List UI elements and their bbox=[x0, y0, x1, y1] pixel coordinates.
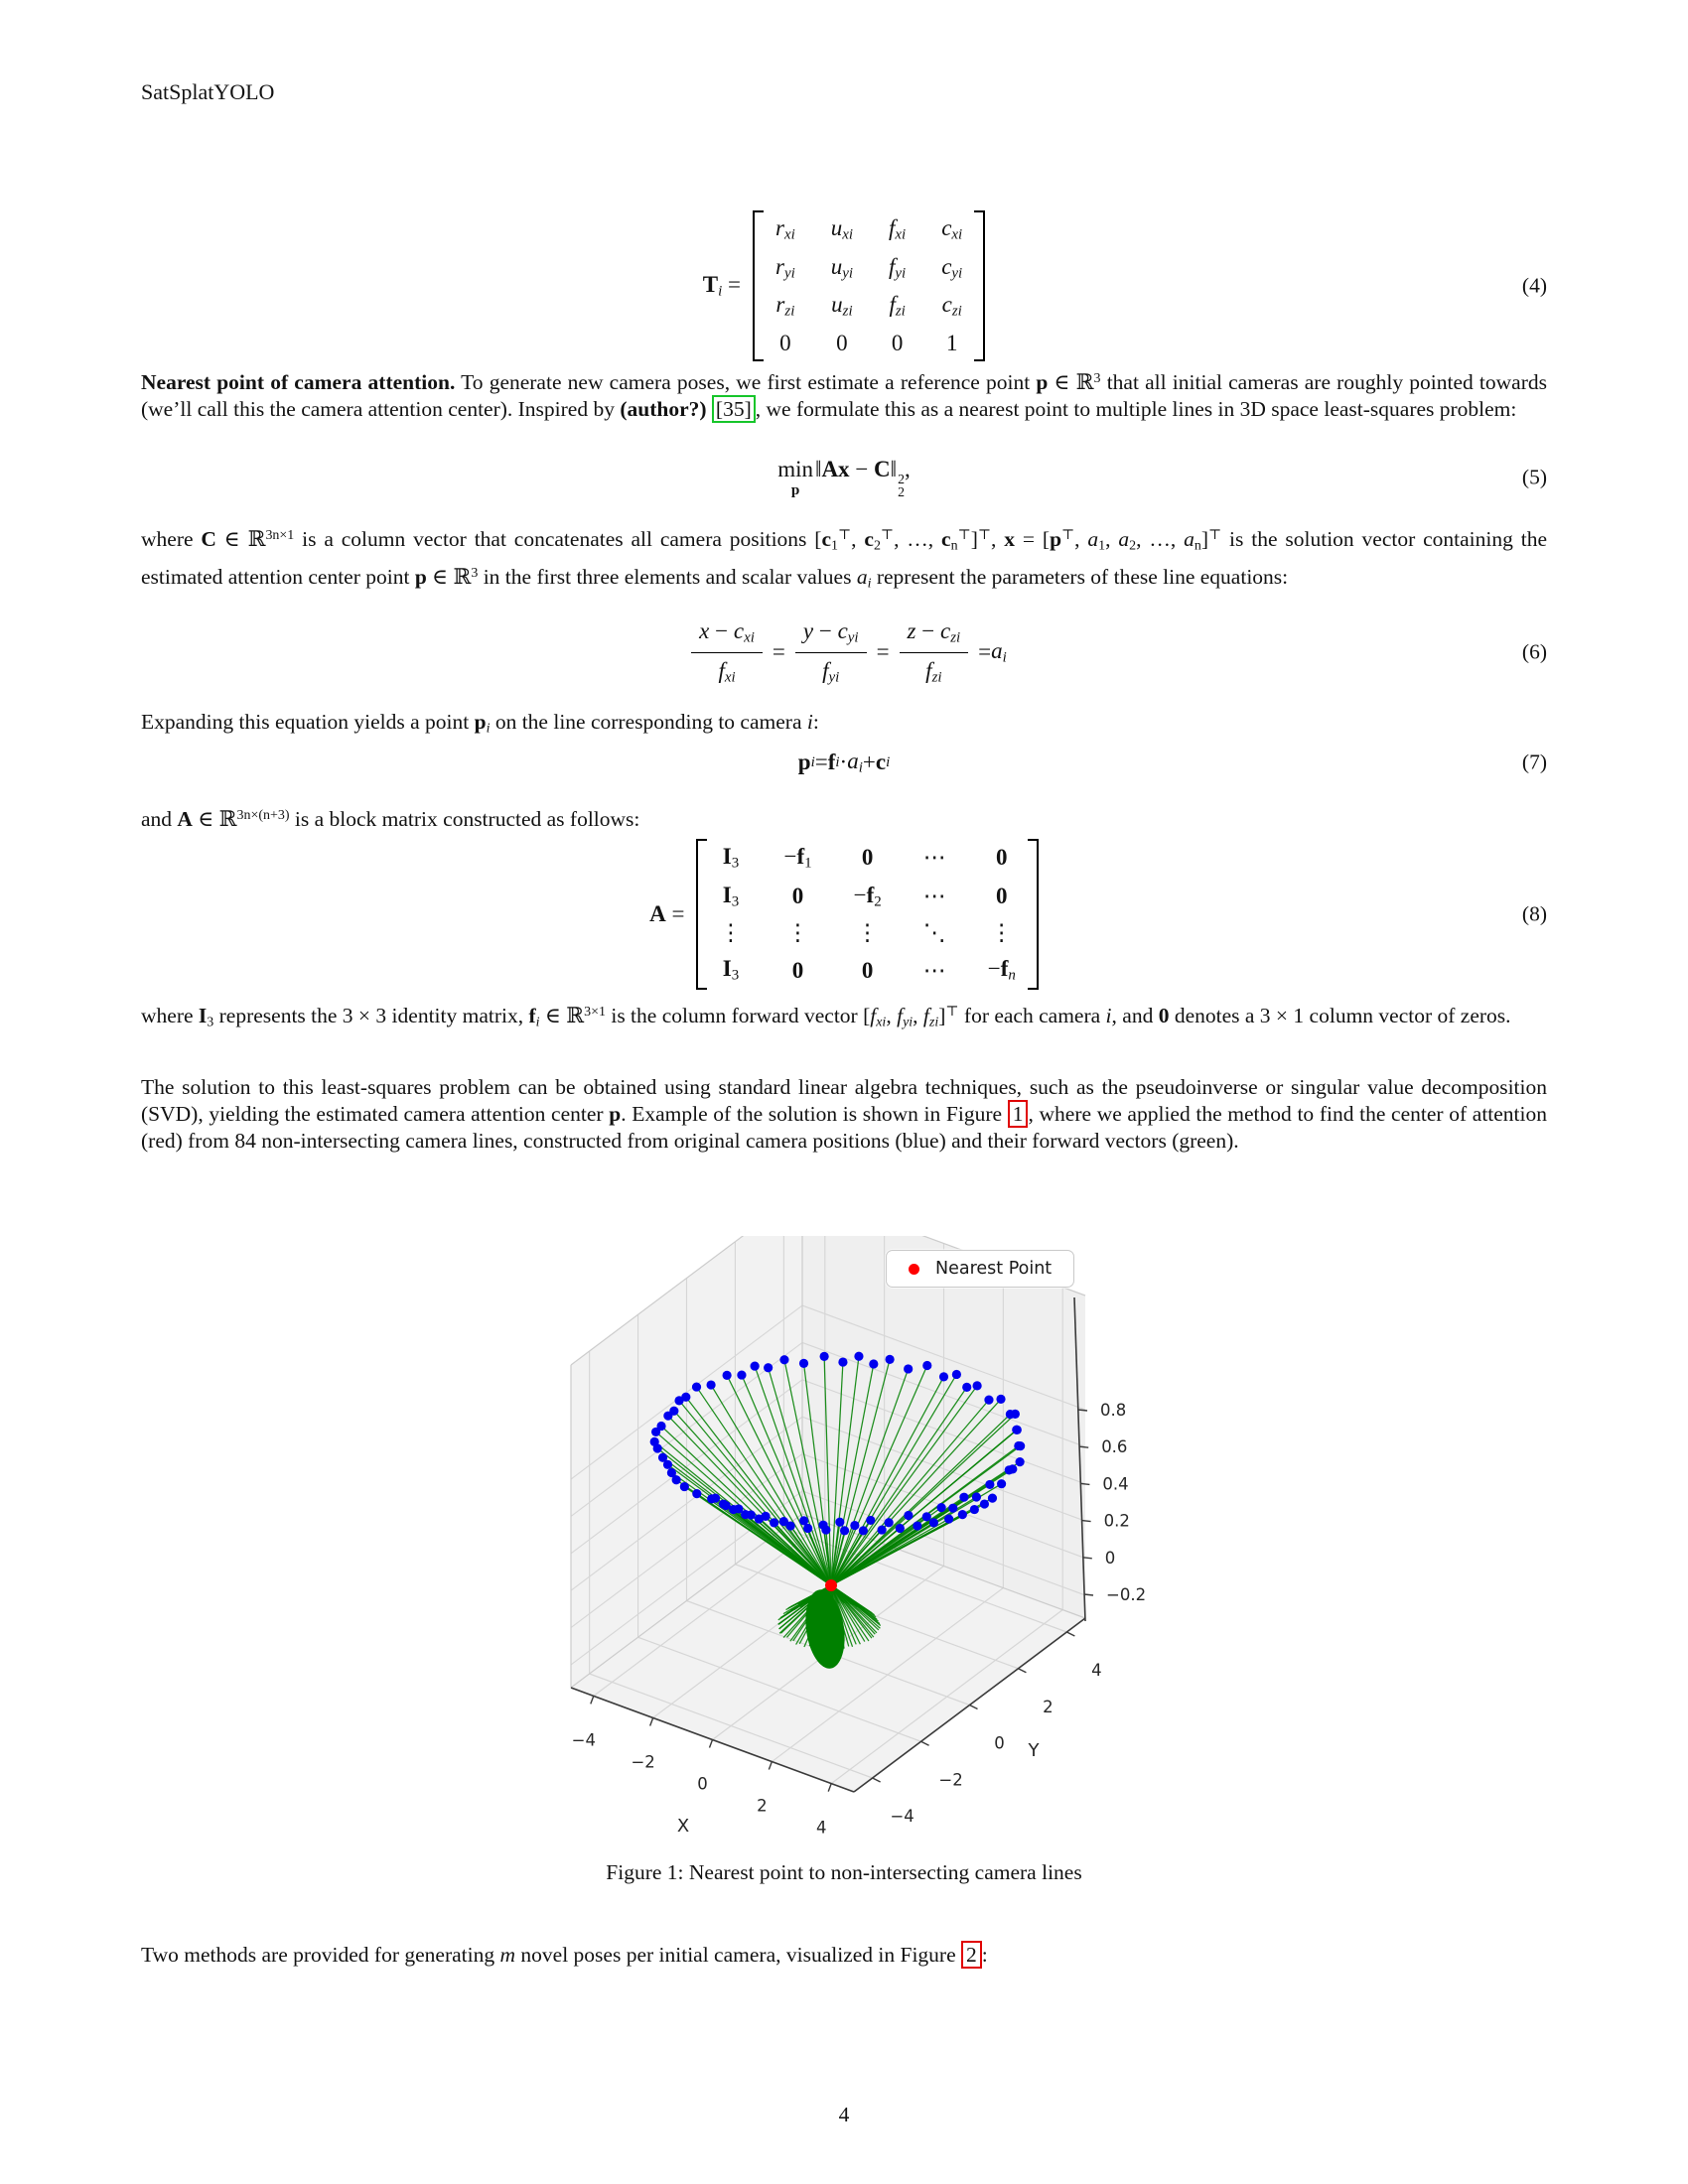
paragraph-block-matrix: and A ∈ ℝ$^{3n\times(n+3)}$ is a block matrix constructed as follows: bbox=[141, 806, 640, 831]
svg-text:0: 0 bbox=[994, 1733, 1005, 1753]
page-number: 4 bbox=[838, 2103, 850, 2126]
eq8-lhs: A = bbox=[649, 901, 685, 927]
svg-text:2: 2 bbox=[757, 1796, 768, 1816]
svg-text:0: 0 bbox=[697, 1774, 708, 1794]
equation-5 bbox=[141, 457, 1547, 498]
equation-6-content: $\frac{x - c_{xi}}{f_{xi}}$ = $\frac{y - c_{yi}}{f_{yi}}$ = $\frac{z - c_{zi}}{f_{zi}}$ = $a_i$ bbox=[681, 617, 1007, 687]
svg-text:−4: −4 bbox=[890, 1807, 914, 1826]
running-head: SatSplatYOLO bbox=[141, 79, 275, 104]
svg-text:−2: −2 bbox=[631, 1752, 655, 1772]
min-operator: min p bbox=[777, 457, 813, 498]
equation-7-content: p i = f i · $a_i$ + c i bbox=[797, 749, 891, 776]
figure-legend bbox=[886, 1250, 1074, 1288]
equation-7 bbox=[141, 749, 1547, 777]
equation-8-content bbox=[649, 839, 1039, 990]
svg-text:4: 4 bbox=[815, 1818, 827, 1838]
equation-4 bbox=[141, 210, 1547, 361]
paragraph-expanding: Expanding this equation yields a point $p_i$ on the line corresponding to camera i: bbox=[141, 710, 819, 737]
equation-8 bbox=[141, 839, 1547, 990]
svg-text:4: 4 bbox=[1091, 1661, 1102, 1680]
eq5-tag: (5) bbox=[1521, 465, 1547, 489]
svg-text:−2: −2 bbox=[938, 1770, 963, 1790]
eq4-lhs: $T_i$ = bbox=[702, 271, 742, 300]
figure-1-plot bbox=[516, 1236, 1211, 1856]
svg-text:0.6: 0.6 bbox=[1101, 1437, 1128, 1457]
paragraph-two-methods: Two methods are provided for generating m novel poses per initial camera, visualized in Figure 2 : bbox=[141, 1943, 988, 1967]
paragraph-where-C: where C ∈ ℝ$^{3n\times 1}$ is a column vector that concatenates all camera positions [$c_1^⊤$, $c_2^⊤$, …, $c_n^⊤]^⊤$, x = [p⊤, $a_1$, $a_2$, …, $a_n]^⊤$ is the solution vector containing the estimated attention center point p ∈ ℝ$^3$ in the first three elements and scalar values $a_i$ represent the parameters of these line equations: bbox=[141, 526, 1548, 592]
paragraph-nearest-point-intro: Nearest point of camera attention. To generate new camera poses, we first estimate a reference point p ∈ ℝ$^3$ that all initial cameras are roughly pointed towards (we’ll call this the camera attention center). Inspired by (author?) [35] , we formulate this as a nearest point to multiple lines in 3D space least-squares problem: bbox=[141, 369, 1547, 422]
eq4-matrix: $r_{xi}$ $u_{xi}$ $f_{xi}$ $c_{xi}$ $r_{yi}$ $u_{yi}$ $f_{yi}$ $c_{yi}$ $r_{zi}$ $u_{zi}$ $f_{zi}$ $c_{zi}$ 0 0 0 1 bbox=[775, 215, 963, 356]
right-bracket bbox=[974, 210, 985, 361]
right-bracket bbox=[1028, 839, 1039, 990]
svg-text:2: 2 bbox=[1043, 1697, 1054, 1716]
eq5-body: ‖Ax − C‖ 2 2 , bbox=[814, 457, 911, 500]
left-bracket bbox=[696, 839, 707, 990]
eq4-tag: (4) bbox=[1521, 273, 1547, 298]
svg-text:X: X bbox=[676, 1816, 690, 1837]
eq8-tag: (8) bbox=[1521, 901, 1547, 926]
equation-6 bbox=[141, 617, 1547, 687]
svg-text:0: 0 bbox=[1104, 1548, 1116, 1568]
equation-5-content bbox=[777, 457, 911, 498]
legend-label: Nearest Point bbox=[935, 1259, 1053, 1279]
legend-red-dot-marker bbox=[909, 1264, 919, 1275]
eq8-matrix: $I_3$ $-f_1$ 0 ⋯ 0 $I_3$ 0 $-f_2$ ⋯ 0 ⋮ ⋮ ⋮ ⋱ ⋮ $I_3$ 0 0 ⋯ $-f_n$ bbox=[719, 844, 1016, 985]
3d-scatter-plot bbox=[516, 1236, 1211, 1856]
svg-text:Y: Y bbox=[1028, 1740, 1040, 1761]
paragraph-solution: The solution to this least-squares problem can be obtained using standard linear algebra techniques, such as the pseudoinverse or singular value decomposition (SVD), yielding the estimated camera attention center p. Example of the solution is shown in Figure 1 , where we applied the method to find the center of attention (red) from 84 non-intersecting camera lines, constructed from original camera positions (blue) and their forward vectors (green). bbox=[141, 1075, 1548, 1154]
svg-text:0.4: 0.4 bbox=[1102, 1474, 1129, 1494]
left-bracket bbox=[753, 210, 764, 361]
paragraph-where-I3: where $I_3$ represents the 3 × 3 identity matrix, $f_i$ ∈ ℝ$^{3\times 1}$ is the column forward vector [$f_{xi}$, $f_{yi}$, $f_{zi}]^⊤$ for each camera i, and 0 denotes a 3 × 1 column vector of zeros. bbox=[141, 1003, 1511, 1030]
eq6-tag: (6) bbox=[1521, 639, 1547, 664]
svg-text:0.8: 0.8 bbox=[1100, 1401, 1127, 1420]
equation-4-content bbox=[703, 210, 985, 361]
figure-1-caption: Figure 1: Nearest point to non-intersecting camera lines bbox=[606, 1860, 1082, 1884]
svg-text:0.2: 0.2 bbox=[1103, 1511, 1130, 1531]
svg-text:−0.2: −0.2 bbox=[1106, 1585, 1147, 1604]
svg-text:−4: −4 bbox=[571, 1730, 596, 1750]
eq7-tag: (7) bbox=[1521, 750, 1547, 774]
